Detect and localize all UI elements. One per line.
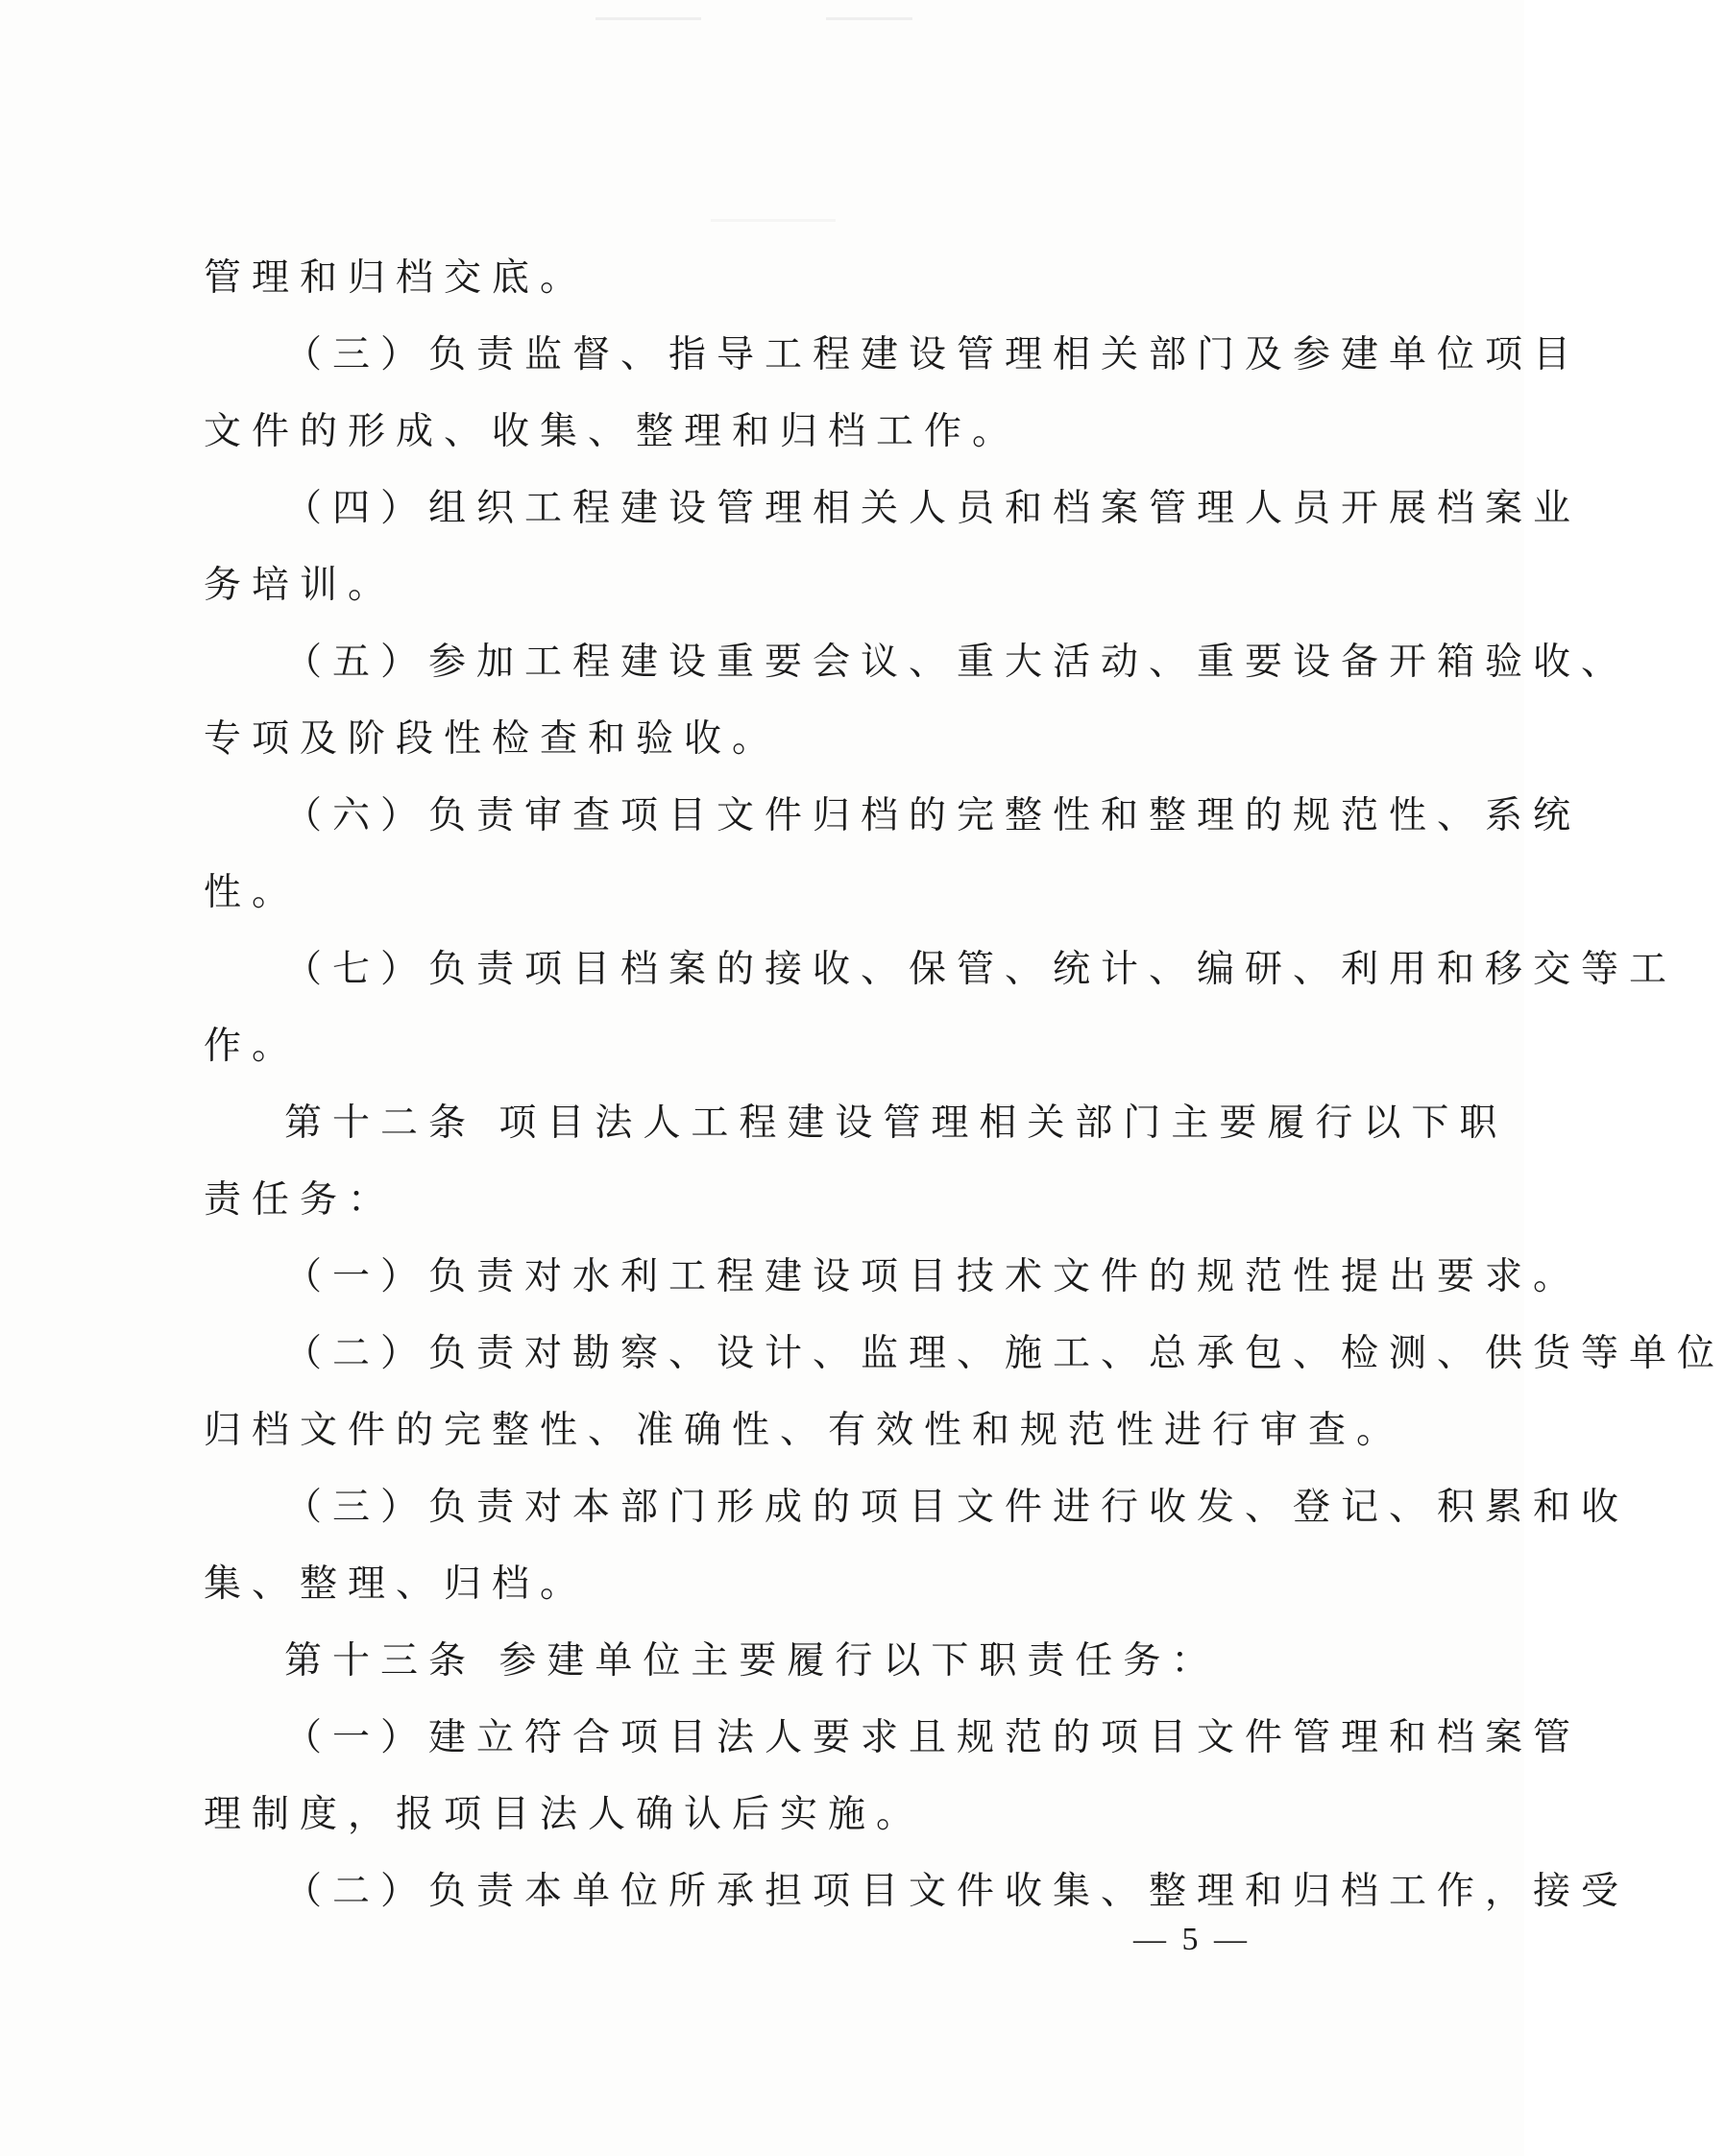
text-line: （三）负责对本部门形成的项目文件进行收发、登记、积累和收 [284,1486,1630,1529]
text-line: （二）负责对勘察、设计、监理、施工、总承包、检测、供货等单位 [284,1332,1725,1375]
article-heading-line: 第十三条 参建单位主要履行以下职责任务： [284,1639,1220,1683]
body-text [204,240,1725,1930]
text-line: 务培训。 [204,564,397,607]
text-line: （一）负责对水利工程建设项目技术文件的规范性提出要求。 [284,1255,1582,1298]
text-line: 专项及阶段性检查和验收。 [204,717,781,761]
text-line: 性。 [204,871,301,914]
article-heading-line: 第十二条 项目法人工程建设管理相关部门主要履行以下职 [284,1102,1508,1145]
text-line: 作。 [204,1025,301,1068]
page-number: — 5 — [1133,1922,1251,1957]
text-line: （四）组织工程建设管理相关人员和档案管理人员开展档案业 [284,487,1582,530]
text-line: 责任务： [204,1178,397,1222]
text-line: （一）建立符合项目法人要求且规范的项目文件管理和档案管 [284,1716,1582,1759]
text-line: 管理和归档交底。 [204,256,589,300]
text-line: 文件的形成、收集、整理和归档工作。 [204,410,1021,453]
scan-artifact [595,17,701,20]
text-line: （二）负责本单位所承担项目文件收集、整理和归档工作，接受 [284,1870,1630,1913]
text-line: （五）参加工程建设重要会议、重大活动、重要设备开箱验收、 [284,641,1630,684]
text-line: （三）负责监督、指导工程建设管理相关部门及参建单位项目 [284,333,1582,376]
text-line: 集、整理、归档。 [204,1562,589,1606]
scan-artifact [711,219,836,222]
text-line: （六）负责审查项目文件归档的完整性和整理的规范性、系统 [284,794,1582,837]
scan-artifact [826,17,912,20]
text-line: （七）负责项目档案的接收、保管、统计、编研、利用和移交等工 [284,948,1678,991]
text-line: 归档文件的完整性、准确性、有效性和规范性进行审查。 [204,1409,1405,1452]
text-line: 理制度，报项目法人确认后实施。 [204,1793,925,1836]
